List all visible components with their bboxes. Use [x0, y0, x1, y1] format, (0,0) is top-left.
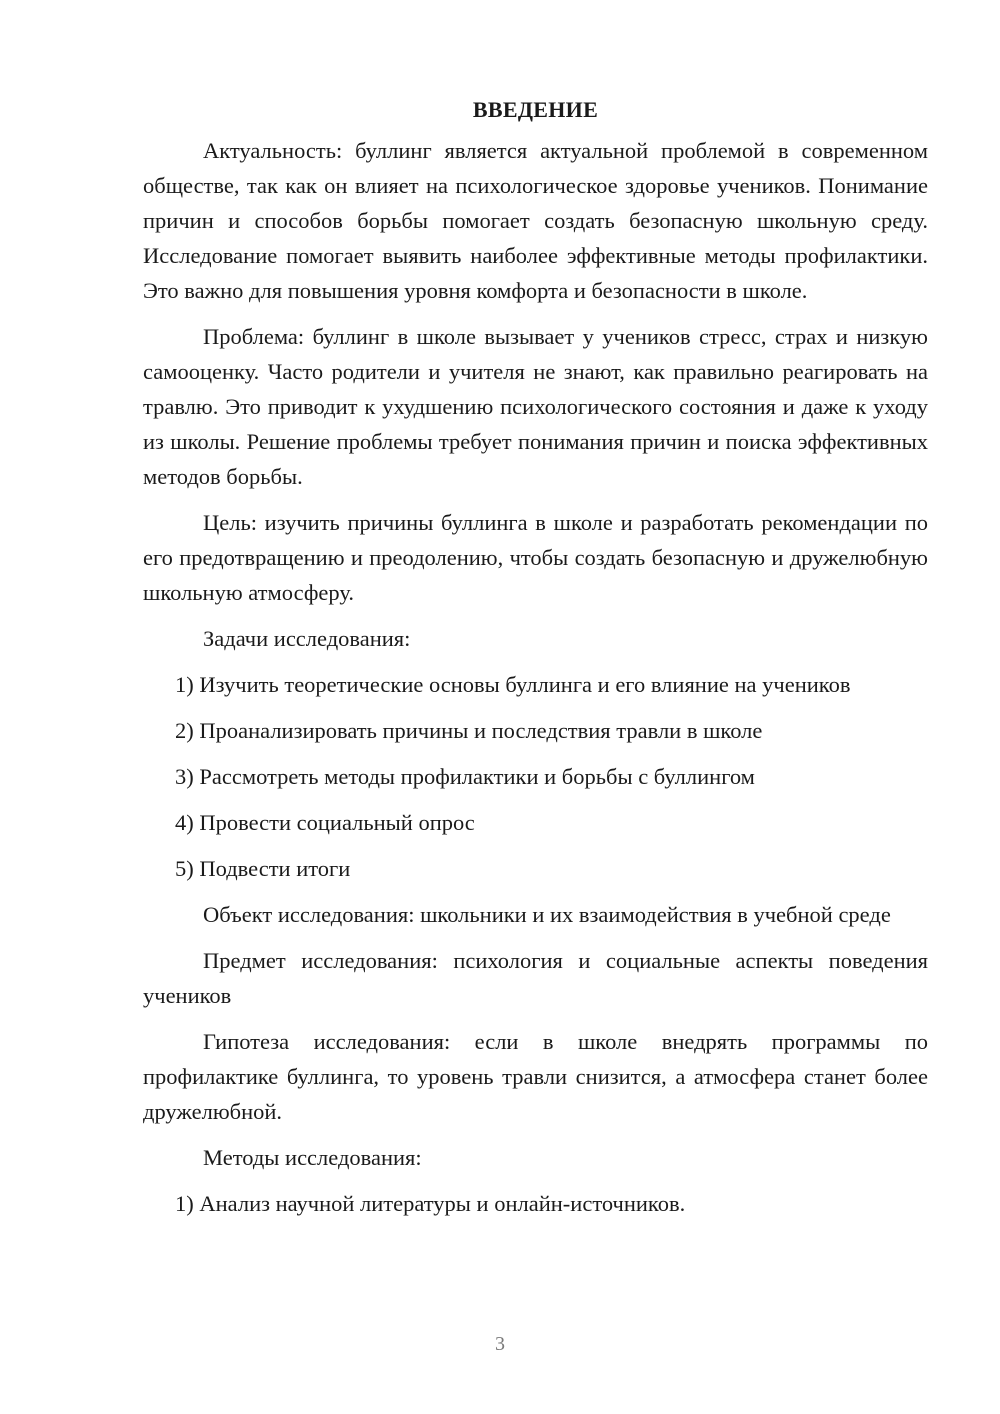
task-item: 2) Проанализировать причины и последствия травли в школе [175, 718, 763, 743]
task-item: 4) Провести социальный опрос [175, 810, 475, 835]
problem-paragraph: Проблема: буллинг в школе вызывает у учеников стресс, страх и низкую самооценку. Часто родители и учителя не знают, как правильно реагировать на травлю. Это приводит к ухудшению психологического состояния и даже к уходу из школы. Решение проблемы требует понимания причин и поиска эффективных методов борьбы. [143, 324, 928, 489]
object-paragraph: Объект исследования: школьники и их взаимодействия в учебной среде [203, 902, 891, 927]
task-item: 1) Изучить теоретические основы буллинга и его влияние на учеников [175, 672, 851, 697]
tasks-list [143, 667, 928, 886]
hypothesis-paragraph: Гипотеза исследования: если в школе внедрять программы по профилактике буллинга, то уровень травли снизится, а атмосфера станет более дружелюбной. [143, 1029, 928, 1124]
methods-list [143, 1186, 928, 1221]
method-item: 1) Анализ научной литературы и онлайн-источников. [175, 1191, 686, 1216]
task-item: 3) Рассмотреть методы профилактики и борьбы с буллингом [175, 764, 755, 789]
task-item: 5) Подвести итоги [175, 856, 351, 881]
subject-paragraph: Предмет исследования: психология и социальные аспекты поведения учеников [143, 948, 928, 1008]
tasks-title: Задачи исследования: [203, 626, 411, 651]
section-heading: ВВЕДЕНИЕ [472, 97, 599, 122]
page-content [143, 92, 928, 1232]
relevance-paragraph: Актуальность: буллинг является актуальной проблемой в современном обществе, так как он влияет на психологическое здоровье учеников. Понимание причин и способов борьбы помогает создать безопасную школьную среду. Исследование помогает выявить наиболее эффективные методы профилактики. Это важно для повышения уровня комфорта и безопасности в школе. [143, 138, 928, 303]
goal-paragraph: Цель: изучить причины буллинга в школе и разработать рекомендации по его предотвращению и преодолению, чтобы создать безопасную и дружелюбную школьную атмосферу. [143, 510, 928, 605]
methods-title: Методы исследования: [203, 1145, 422, 1170]
page-number: 3 [495, 1333, 505, 1355]
